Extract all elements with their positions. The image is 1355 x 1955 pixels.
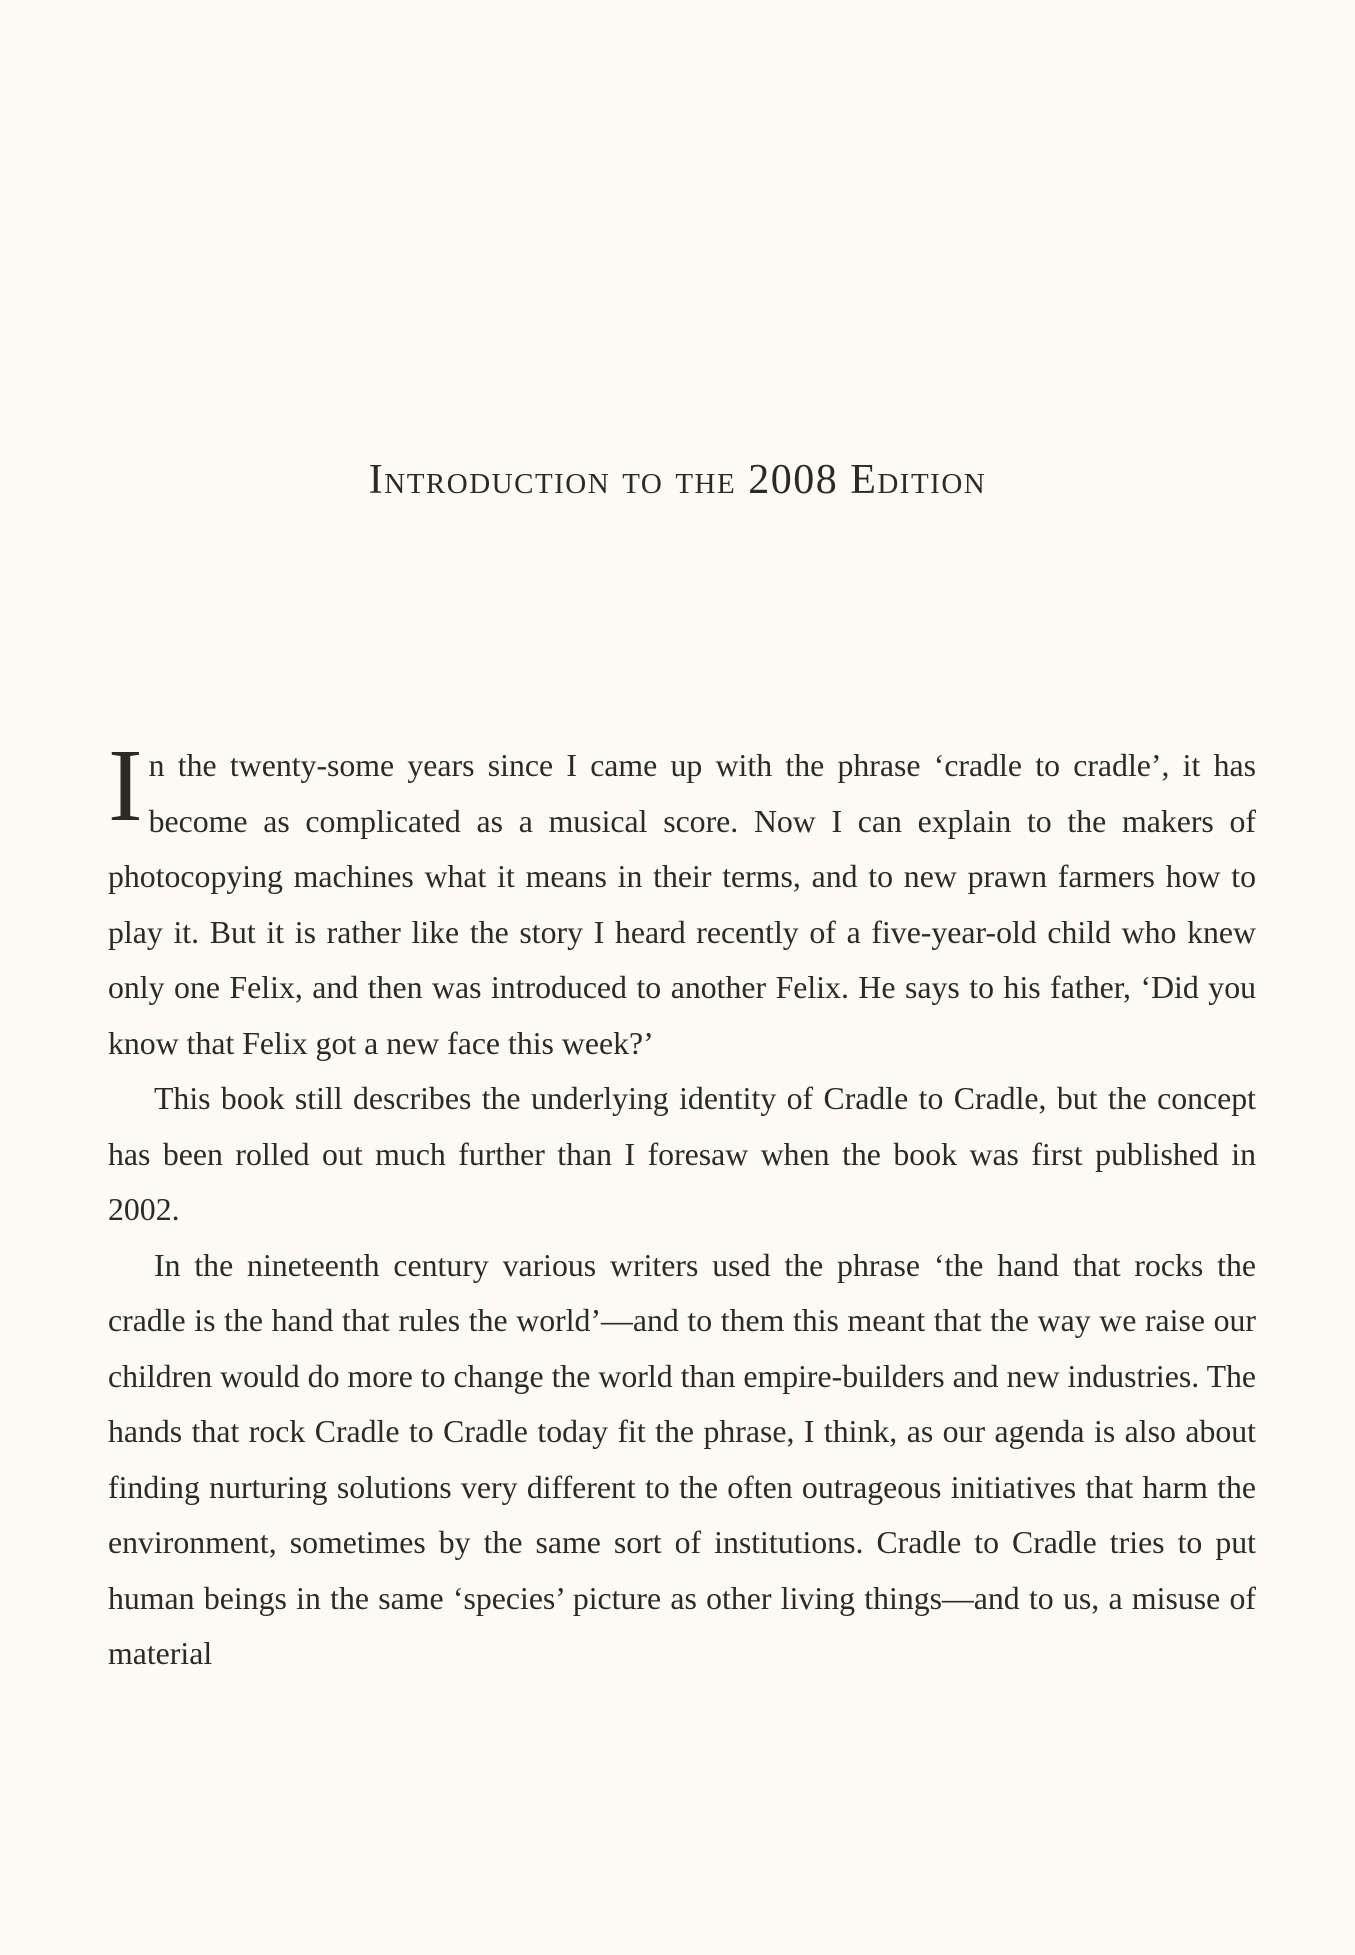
paragraph-2: This book still describes the underlying identity of Cradle to Cradle, but the concept has been rolled out much further than I foresaw when the book was first published in 2002.: [108, 1081, 1256, 1227]
drop-cap: I: [108, 728, 143, 843]
chapter-title: Introduction to the 2008 Edition: [368, 457, 987, 503]
paragraph-1-text: n the twenty-some years since I came up with the phrase ‘cradle to cradle’, it has become as complicated as a musical score. Now I can explain to the makers of photocopying machines what it means in their terms, and to new prawn farmers how to play it. But it is rather like the story I heard recently of a five-year-old child who knew only one Felix, and then was introduced to another Felix. He says to his father, ‘Did you know that Felix got a new face this week?’: [108, 748, 1256, 1061]
body-text: [108, 728, 1256, 1682]
paragraph-3: In the nineteenth century various writers used the phrase ‘the hand that rocks the cradle is the hand that rules the world’—and to them this meant that the way we raise our children would do more to change the world than empire-builders and new industries. The hands that rock Cradle to Cradle today fit the phrase, I think, as our agenda is also about finding nurturing solutions very different to the often outrageous initiatives that harm the environment, sometimes by the same sort of institutions. Cradle to Cradle tries to put human beings in the same ‘species’ picture as other living things—and to us, a misuse of material: [108, 1247, 1256, 1671]
paragraph-1: [108, 728, 1256, 1071]
